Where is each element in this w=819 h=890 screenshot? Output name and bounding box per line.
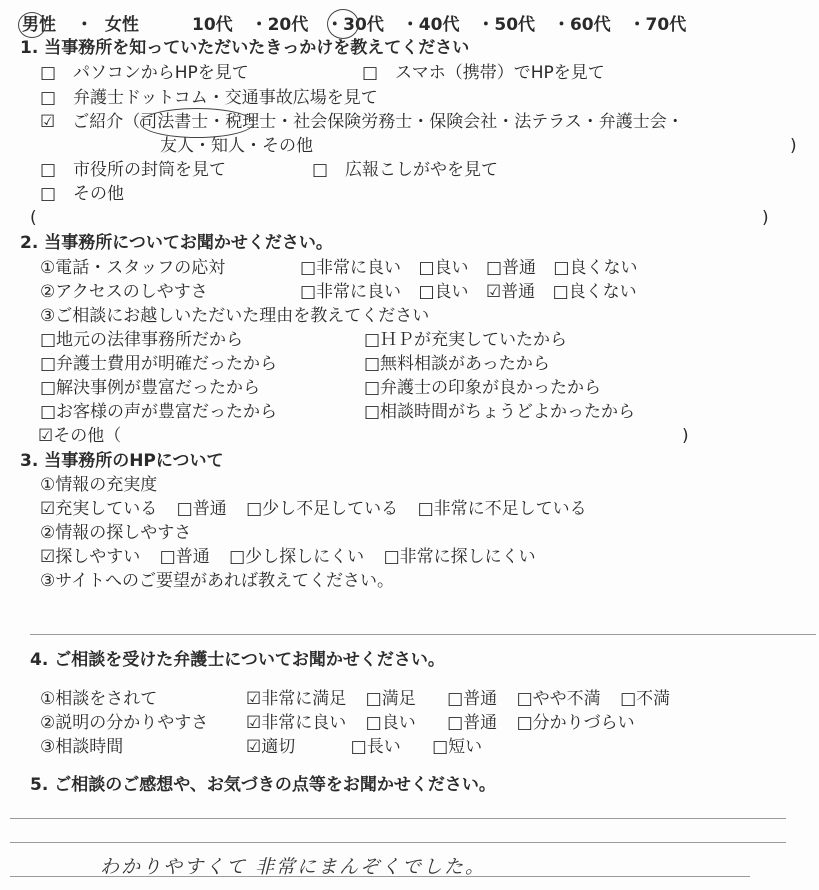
q2-access [40,281,208,303]
q2-title: 2. 当事務所についてお聞かせください。 [20,233,333,253]
q2-reason-right-4: □相談時間がちょうどよかったから [364,402,636,422]
q4-satisfaction-label: ①相談をされて [40,689,158,709]
age-50: ・50代 [477,15,536,35]
q2-r1-very-good: □非常に良い [300,258,402,278]
q1-title: 1. 当事務所を知っていただいたきっかけを教えてください [20,38,470,58]
gender-male: 男性 [22,15,56,35]
q2-reason-right-3: □弁護士の印象が良かったから [364,378,602,398]
q3-title: 3. 当事務所のHPについて [20,451,224,471]
q3-findability: ②情報の探しやすさ [40,523,192,543]
q1-option-other: □ その他 [40,184,125,204]
q3-content-richness-options [40,498,587,520]
age-70: ・70代 [628,15,687,35]
q2-phone-staff-label: ①電話・スタッフの応対 [40,258,226,278]
q3-s2-bit-hard: □少し探しにくい [229,547,365,567]
q2-access-label: ②アクセスのしやすさ [40,282,208,302]
q4-r1-normal: □普通 [447,689,498,709]
q4-r2-good: □良い [365,713,416,733]
q1-option-referral: ☑ ご紹介（司法書士・税理士・社会保険労務士・保険会社・法テラス・弁護士会・ [40,112,684,132]
q2-phone-staff-options [300,257,637,279]
q1-referral-close: ) [790,136,797,156]
q4-clarity-options [246,712,635,734]
q3-s2-normal: □普通 [159,547,210,567]
q3-s1-very-lacking: □非常に不足している [417,499,587,519]
q3-s1-bit-lacking: □少し不足している [246,499,399,519]
q2-phone-staff [40,257,225,279]
q3-s2-very-hard: □非常に探しにくい [383,547,536,567]
q1-option-pc: □ パソコンからHPを見て [40,63,249,83]
q4-satisfaction-options [246,688,670,710]
age-10: 10代 [192,15,233,35]
q1-other-open: ( [30,208,37,228]
q4-r2-hard: □分かりづらい [516,713,635,733]
gender-separator: ・ [75,15,93,35]
q4-clarity-label: ②説明の分かりやすさ [40,713,209,733]
q4-r3-short: □短い [432,737,483,757]
q4-r2-normal: □普通 [447,713,498,733]
q4-r1-satisfied: □満足 [365,689,416,709]
q1-other-close: ) [762,208,769,228]
age-40: ・40代 [401,15,460,35]
q2-r2-normal: ☑普通 [485,282,536,302]
q4-r3-long: □長い [350,737,401,757]
q3-s2-easy: ☑探しやすい [40,547,141,567]
q2-reason-left-1: □地元の法律事務所だから [40,330,244,350]
q3-findability-options [40,546,536,568]
q1-option-smartphone: □ スマホ（携帯）でHPを見て [362,63,605,83]
q2-r1-not-good: □良くない [553,258,638,278]
q2-reason-other: ☑その他（ [38,426,122,446]
q2-r2-very-good: □非常に良い [300,282,402,302]
q3-s1-normal: □普通 [176,499,227,519]
q4-time-options [246,736,482,758]
q2-reason-other-close: ) [682,426,689,446]
q2-r2-good: □良い [418,282,469,302]
q4-r1-unsatisfied: □不満 [620,689,671,709]
q3-s1-rich: ☑充実している [40,499,158,519]
q1-option-city-envelope: □ 市役所の封筒を見て [40,160,227,180]
q5-title: 5. ご相談のご感想や、お気づきの点等をお聞かせください。 [30,775,496,795]
age-row [192,14,686,36]
q2-reason-left-2: □弁護士費用が明確だったから [40,354,278,374]
q2-reason-right-1: □ＨＰが充実していたから [364,330,568,350]
age-60: ・60代 [552,15,611,35]
q2-reason-left-4: □お客様の声が豊富だったから [40,402,278,422]
q3-content-richness: ①情報の充実度 [40,475,158,495]
circle-mark-male [18,12,46,38]
q2-reason-right-2: □無料相談があったから [364,354,550,374]
q2-r2-not-good: □良くない [552,282,637,302]
q1-option-bengoshi-dotcom: □ 弁護士ドットコム・交通事故広場を見て [40,88,378,108]
q2-access-options [300,281,637,303]
q2-reason-question: ③ご相談にお越しいただいた理由を教えてください [40,306,430,326]
q4-title: 4. ご相談を受けた弁護士についてお聞かせください。 [30,650,445,670]
q4-r2-very-good: ☑非常に良い [246,713,347,733]
circle-mark-shihoshoshi [140,108,254,138]
q5-answer-line-2 [10,842,786,843]
q4-r1-slightly-unsatisfied: □やや不満 [516,689,601,709]
q4-time-label: ③相談時間 [40,737,124,757]
q2-r1-normal: □普通 [485,258,536,278]
gender-female: 女性 [104,15,139,35]
q4-r3-appropriate: ☑適切 [246,737,296,757]
circle-mark-30s [327,9,359,39]
q5-answer-line-3 [10,876,750,877]
q3-answer-line [30,634,816,635]
q2-reason-left-3: □解決事例が豊富だったから [40,378,261,398]
q5-handwritten-answer: わかりやすくて 非常にまんぞくでした。 [100,856,487,878]
age-20: ・20代 [250,15,309,35]
q3-site-request: ③サイトへのご要望があれば教えてください。 [40,571,395,591]
q1-option-koho-koshigaya: □ 広報こしがやを見て [312,160,499,180]
age-30: ・30代 [326,15,384,35]
q5-answer-line-1 [10,818,786,819]
q4-r1-very-satisfied: ☑非常に満足 [246,689,347,709]
q2-r1-good: □良い [418,258,469,278]
q1-option-referral-cont: 友人・知人・その他 [160,136,313,156]
